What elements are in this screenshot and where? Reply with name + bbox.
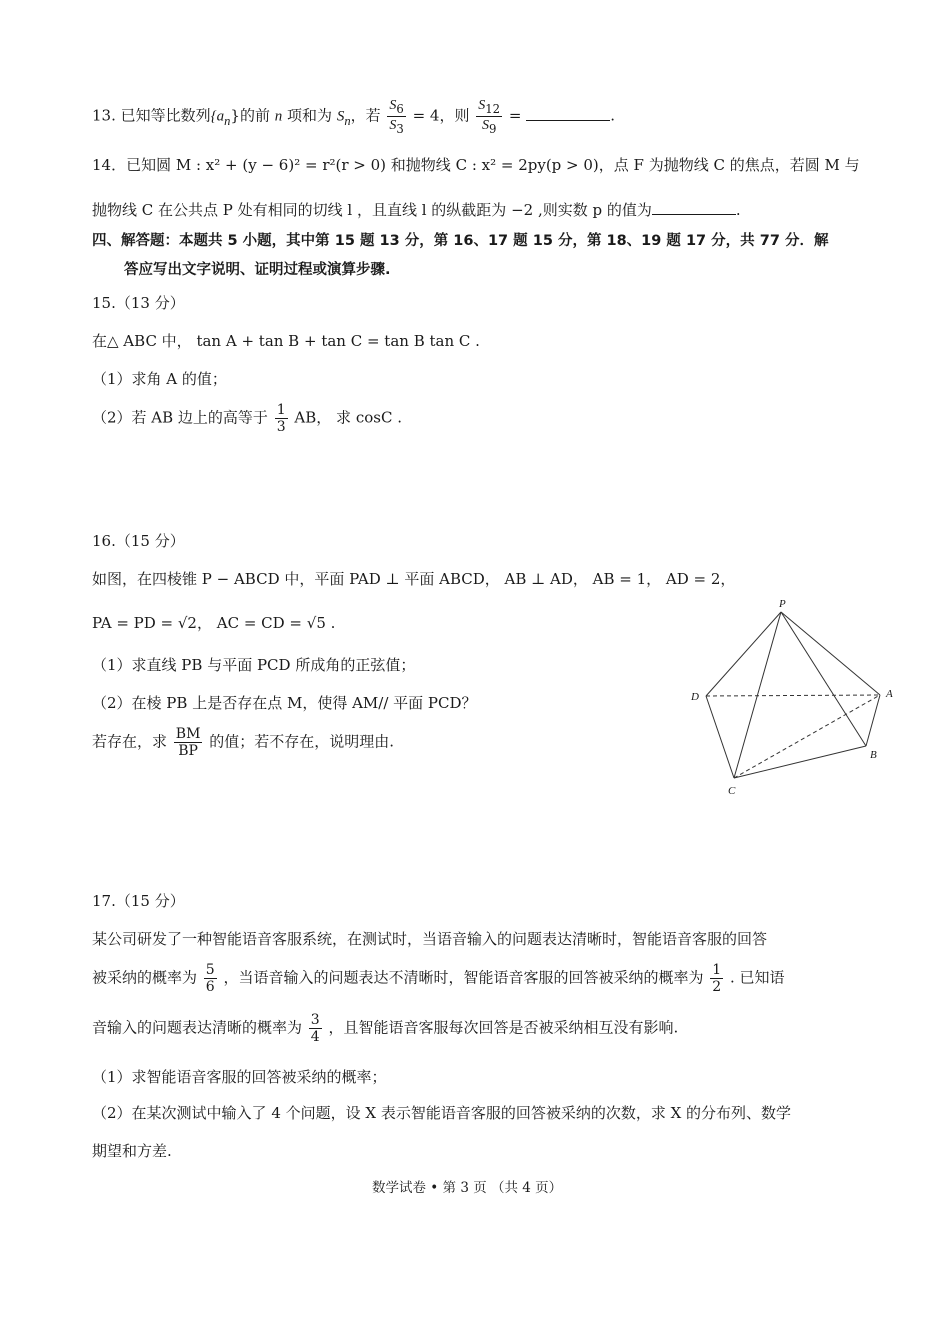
label-c: C xyxy=(728,785,736,797)
fraction-one-third: $\frac{1}{3}$ xyxy=(276,402,286,436)
edge-ca-hidden xyxy=(734,695,880,778)
question-14-line1: 14．已知圆 M : x² + (y − 6)² = r²(r > 0) 和抛物线 C : x² = 2py(p > 0)，点 F 为抛物线 C 的焦点，若圆 M 与 xyxy=(92,156,860,174)
question-17-part1: （1）求智能语音客服的回答被采纳的概率； xyxy=(92,1068,387,1086)
label-d: D xyxy=(691,691,699,703)
fraction-three-quarters: $\frac{3}{4}$ xyxy=(310,1012,320,1046)
question-16-part1: （1）求直线 PB 与平面 PCD 所成角的正弦值； xyxy=(92,656,416,674)
question-17-title: 17.（15 分） xyxy=(92,892,185,910)
question-16-part2: （2）在棱 PB 上是否存在点 M，使得 AM// 平面 PCD？ xyxy=(92,694,477,712)
answer-blank-13 xyxy=(526,106,610,121)
fraction-five-sixths: $\frac{5}{6}$ xyxy=(205,962,215,996)
question-17-line3: 音输入的问题表达清晰的概率为 $\frac{3}{4}$ ，且智能语音客服每次回答是否被采纳相互没有影响. xyxy=(92,1012,679,1046)
edge-pb xyxy=(781,612,866,746)
question-15-stem: 在△ ABC 中， tan A + tan B + tan C = tan B tan C . xyxy=(92,332,480,350)
edge-da-hidden xyxy=(706,695,880,696)
question-15-part2: （2）若 AB 边上的高等于 $\frac{1}{3}$ AB， 求 cosC . xyxy=(92,402,402,436)
edge-pa xyxy=(781,612,880,695)
label-a: A xyxy=(886,688,893,700)
question-16-stem1: 如图，在四棱锥 P − ABCD 中，平面 PAD ⊥ 平面 ABCD， AB ⊥ AD， AB = 1， AD = 2， xyxy=(92,570,736,588)
question-15-title: 15.（13 分） xyxy=(92,294,185,312)
question-16-part3: 若存在，求 $\frac{BM}{BP}$ 的值；若不存在，说明理由. xyxy=(92,726,394,760)
question-14-line2: 抛物线 C 在公共点 P 处有相同的切线 l ，且直线 l 的纵截距为 −2 ,则实数 p 的值为 . xyxy=(92,201,741,219)
section-4-heading-line2: 答应写出文字说明、证明过程或演算步骤. xyxy=(124,262,391,278)
edge-pd xyxy=(706,612,781,696)
label-p: P xyxy=(779,598,786,610)
question-17-part2-line2: 期望和方差. xyxy=(92,1142,172,1160)
label-b: B xyxy=(870,749,877,761)
question-17-line1: 某公司研发了一种智能语音客服系统，在测试时，当语音输入的问题表达清晰时，智能语音客服的回答 xyxy=(92,930,768,948)
edge-dc xyxy=(706,696,734,778)
question-17-line2: 被采纳的概率为 $\frac{5}{6}$ ，当语音输入的问题表达不清晰时，智能语音客服的回答被采纳的概率为 $\frac{1}{2}$ . 已知语 xyxy=(92,962,785,996)
fraction-s12-s9: $\frac{S_{12}}{S_9}$ xyxy=(478,98,501,137)
fraction-bm-bp: $\frac{BM}{BP}$ xyxy=(175,726,201,760)
edge-cb xyxy=(734,746,866,778)
question-17-part2-line1: （2）在某次测试中输入了 4 个问题，设 X 表示智能语音客服的回答被采纳的次数，求 X 的分布列、数学 xyxy=(92,1104,792,1122)
question-16-stem2: PA = PD = √2， AC = CD = √5 . xyxy=(92,614,336,632)
question-15-part1: （1）求角 A 的值； xyxy=(92,370,227,388)
page-footer: 数学试卷 • 第 3 页 （共 4 页） xyxy=(372,1180,563,1196)
pyramid-figure xyxy=(688,592,908,802)
answer-blank-14 xyxy=(652,200,736,215)
section-4-heading-line1: 四、解答题：本题共 5 小题，其中第 15 题 13 分，第 16、17 题 15 分，第 18、19 题 17 分，共 77 分．解 xyxy=(92,233,829,249)
fraction-s6-s3: $\frac{S_6}{S_3}$ xyxy=(389,98,404,137)
edge-ba xyxy=(866,695,880,746)
question-13: 13. 已知等比数列$\{a_n\}$的前 n 项和为 $S_n$，若 $\frac{S_6}{S_3}$ = 4，则 $\frac{S_{12}}{S_9}$ = . xyxy=(92,98,616,137)
edge-pc xyxy=(734,612,781,778)
question-16-title: 16.（15 分） xyxy=(92,532,185,550)
fraction-one-half: $\frac{1}{2}$ xyxy=(712,962,722,996)
